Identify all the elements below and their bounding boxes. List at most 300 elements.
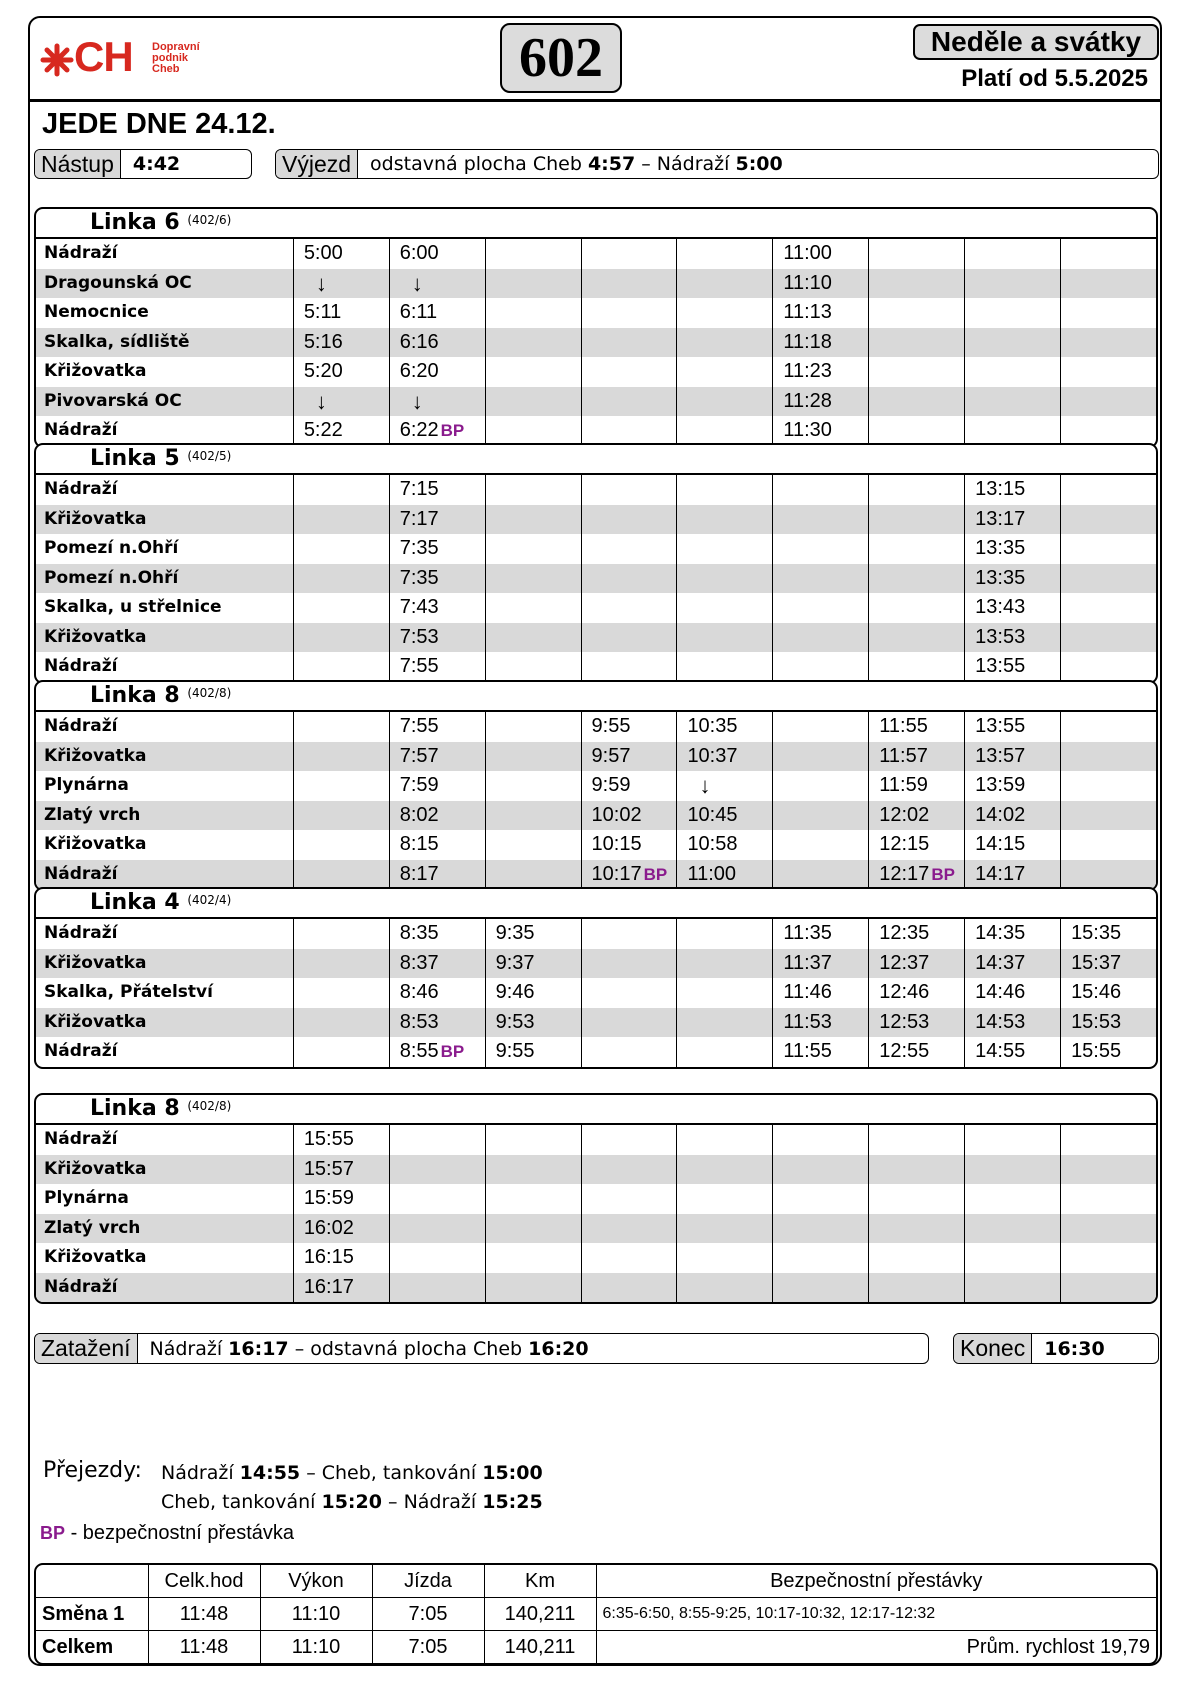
time-cell <box>676 1037 772 1067</box>
time-cell <box>581 298 677 328</box>
table-row <box>36 1155 1156 1185</box>
time-cell <box>485 239 581 269</box>
time-cell <box>772 564 868 594</box>
stop-name: Plynárna <box>44 1188 129 1208</box>
time-cell <box>1060 1243 1156 1273</box>
time-cell: 15:55 <box>293 1125 389 1155</box>
time-cell: 9:53 <box>485 1008 581 1038</box>
table-row <box>36 1214 1156 1244</box>
table-row <box>36 949 1156 979</box>
time-cell: 5:16 <box>293 328 389 358</box>
table-row <box>36 534 1156 564</box>
time-cell <box>964 357 1060 387</box>
time-cell: 11:18 <box>772 328 868 358</box>
time-cell <box>1060 623 1156 653</box>
time-cell: 14:53 <box>964 1008 1060 1038</box>
konec-box <box>953 1333 1159 1364</box>
time-cell <box>676 416 772 446</box>
table-row <box>36 978 1156 1008</box>
logo-subtitle: Dopravní podnik Cheb <box>152 41 200 75</box>
time-cell: 11:57 <box>868 742 964 772</box>
time-cell: 14:35 <box>964 919 1060 949</box>
time-cell <box>868 1155 964 1185</box>
time-cell: 12:46 <box>868 978 964 1008</box>
time-cell: 8:53 <box>389 1008 485 1038</box>
bp-marker: BP <box>440 1042 465 1061</box>
table-row <box>36 239 1156 269</box>
time-cell <box>868 593 964 623</box>
line-code: (402/4) <box>187 893 232 907</box>
time-cell <box>1060 239 1156 269</box>
line-block <box>34 443 1158 684</box>
time-cell <box>485 860 581 890</box>
time-cell <box>485 1273 581 1303</box>
time-cell: 6:22 BP <box>389 416 485 446</box>
table-row <box>36 564 1156 594</box>
nastup-label: Nástup <box>35 150 121 178</box>
table-row <box>36 742 1156 772</box>
vyjezd-box <box>275 149 1159 179</box>
line-name: Linka 5 $^{(402/5)}$ <box>90 446 232 471</box>
time-cell: 12:15 <box>868 830 964 860</box>
time-cell <box>868 239 964 269</box>
time-cell: 10:37 <box>676 742 772 772</box>
time-cell <box>581 1273 677 1303</box>
time-cell: 7:43 <box>389 593 485 623</box>
zatazeni-route: Nádraží 16:17 – odstavná plocha Cheb 16:20 <box>149 1337 589 1360</box>
time-cell <box>485 801 581 831</box>
table-row <box>36 1037 1156 1067</box>
time-cell: 7:17 <box>389 505 485 535</box>
time-cell: 6:16 <box>389 328 485 358</box>
time-cell <box>389 1184 485 1214</box>
day-type-badge: Neděle a svátky <box>913 24 1159 60</box>
time-cell: 14:17 <box>964 860 1060 890</box>
bp-marker: BP <box>440 421 465 440</box>
time-cell: 15:57 <box>293 1155 389 1185</box>
time-cell <box>868 1214 964 1244</box>
stop-name: Nádraží <box>44 1041 118 1061</box>
table-row <box>36 1243 1156 1273</box>
stop-name: Nemocnice <box>44 302 149 322</box>
time-cell <box>676 1243 772 1273</box>
time-cell <box>676 505 772 535</box>
time-cell: 10:15 <box>581 830 677 860</box>
time-cell: 10:17 BP <box>581 860 677 890</box>
logo-brand: CH <box>74 33 133 80</box>
stop-name: Skalka, u střelnice <box>44 597 222 617</box>
stop-name: Nádraží <box>44 479 118 499</box>
time-cell <box>485 328 581 358</box>
time-cell: 5:00 <box>293 239 389 269</box>
line-name: Linka 8 $^{(402/8)}$ <box>90 683 232 708</box>
time-cell <box>581 475 677 505</box>
time-cell <box>676 1273 772 1303</box>
stop-name: Nádraží <box>44 863 118 884</box>
time-cell <box>772 1184 868 1214</box>
summary-table <box>34 1563 1158 1665</box>
time-cell <box>772 475 868 505</box>
summary-header-row: Celk.hod Výkon Jízda Km Bezpečnostní přestávky <box>36 1565 1156 1598</box>
time-cell <box>485 269 581 299</box>
time-cell <box>581 949 677 979</box>
time-cell: 7:15 <box>389 475 485 505</box>
table-row <box>36 387 1156 417</box>
prejezdy-label: Přejezdy: <box>43 1458 142 1483</box>
time-cell: 15:53 <box>1060 1008 1156 1038</box>
time-cell <box>1060 298 1156 328</box>
time-cell <box>676 564 772 594</box>
time-cell <box>485 652 581 682</box>
time-cell <box>676 357 772 387</box>
table-row <box>36 357 1156 387</box>
time-cell: 7:35 <box>389 564 485 594</box>
vyjezd-label: Výjezd <box>276 150 358 178</box>
time-cell <box>293 652 389 682</box>
time-cell: 12:37 <box>868 949 964 979</box>
table-row <box>36 416 1156 446</box>
line-name: Linka 8 $^{(402/8)}$ <box>90 1096 232 1121</box>
time-cell <box>676 298 772 328</box>
table-row <box>36 623 1156 653</box>
time-cell <box>581 652 677 682</box>
time-cell <box>772 1243 868 1273</box>
time-cell <box>1060 328 1156 358</box>
time-cell: 11:53 <box>772 1008 868 1038</box>
time-cell: 5:22 <box>293 416 389 446</box>
table-row <box>36 269 1156 299</box>
time-cell <box>868 357 964 387</box>
time-cell <box>485 564 581 594</box>
time-cell: 11:13 <box>772 298 868 328</box>
time-cell: 9:55 <box>581 712 677 742</box>
stop-name: Dragounská OC <box>44 272 192 293</box>
time-cell <box>581 1214 677 1244</box>
time-cell <box>964 1155 1060 1185</box>
line-code: (402/6) <box>187 213 232 227</box>
time-cell: 10:02 <box>581 801 677 831</box>
stop-name: Křižovatka <box>44 1247 147 1267</box>
table-row <box>36 298 1156 328</box>
time-cell: 13:17 <box>964 505 1060 535</box>
time-cell <box>485 298 581 328</box>
time-cell: 13:59 <box>964 771 1060 801</box>
time-cell: 14:55 <box>964 1037 1060 1067</box>
time-cell <box>676 652 772 682</box>
time-cell <box>293 623 389 653</box>
time-cell <box>676 593 772 623</box>
pass-through-arrow: ↓ <box>389 269 485 299</box>
time-cell <box>581 1125 677 1155</box>
time-cell: 9:57 <box>581 742 677 772</box>
time-cell <box>581 593 677 623</box>
time-cell <box>772 1155 868 1185</box>
stop-name: Zlatý vrch <box>44 1217 141 1238</box>
time-cell: 10:45 <box>676 801 772 831</box>
time-cell <box>868 564 964 594</box>
bp-marker: BP <box>931 864 955 884</box>
time-cell <box>676 623 772 653</box>
time-cell: 9:35 <box>485 919 581 949</box>
time-cell: 8:55 BP <box>389 1037 485 1067</box>
stop-name: Pivovarská OC <box>44 390 182 411</box>
time-cell <box>964 1214 1060 1244</box>
time-cell <box>293 1037 389 1067</box>
time-cell <box>868 328 964 358</box>
time-cell: 13:35 <box>964 564 1060 594</box>
time-cell: 16:17 <box>293 1273 389 1303</box>
time-cell <box>676 1184 772 1214</box>
time-cell <box>581 1008 677 1038</box>
time-cell <box>1060 505 1156 535</box>
line-block <box>34 1093 1158 1304</box>
time-cell <box>485 771 581 801</box>
time-cell: 13:55 <box>964 652 1060 682</box>
time-cell <box>868 1125 964 1155</box>
time-cell <box>485 534 581 564</box>
time-cell <box>676 1155 772 1185</box>
time-cell <box>676 387 772 417</box>
table-row <box>36 475 1156 505</box>
time-cell: 7:57 <box>389 742 485 772</box>
time-cell: 11:00 <box>676 860 772 890</box>
table-row <box>36 593 1156 623</box>
pass-through-arrow: ↓ <box>293 387 389 417</box>
time-cell: 15:37 <box>1060 949 1156 979</box>
time-cell: 8:02 <box>389 801 485 831</box>
time-cell <box>1060 830 1156 860</box>
time-cell <box>772 830 868 860</box>
time-cell <box>1060 475 1156 505</box>
time-cell <box>293 830 389 860</box>
time-cell <box>1060 1214 1156 1244</box>
time-cell <box>772 771 868 801</box>
stop-name: Nádraží <box>44 716 118 736</box>
stop-name: Křižovatka <box>44 508 147 529</box>
line-block <box>34 207 1158 448</box>
table-row <box>36 860 1156 890</box>
time-cell <box>293 978 389 1008</box>
time-cell <box>485 1125 581 1155</box>
time-cell: 15:55 <box>1060 1037 1156 1067</box>
konec-time: 16:30 <box>1044 1337 1105 1360</box>
table-row <box>36 771 1156 801</box>
time-cell <box>581 919 677 949</box>
time-cell <box>868 652 964 682</box>
time-cell <box>772 860 868 890</box>
zatazeni-box <box>34 1333 929 1364</box>
time-cell <box>964 1125 1060 1155</box>
line-header <box>36 1095 1156 1125</box>
time-cell: 8:37 <box>389 949 485 979</box>
time-cell <box>1060 416 1156 446</box>
time-cell: 11:55 <box>868 712 964 742</box>
time-cell <box>293 475 389 505</box>
stop-name: Křižovatka <box>44 626 147 647</box>
time-cell <box>964 1243 1060 1273</box>
time-cell: 7:59 <box>389 771 485 801</box>
time-cell <box>485 830 581 860</box>
time-cell <box>676 534 772 564</box>
time-cell: 5:11 <box>293 298 389 328</box>
prejezd-row-1: Nádraží 14:55 – Cheb, tankování 15:00 <box>161 1462 543 1484</box>
nastup-box <box>34 149 252 179</box>
time-cell: 8:35 <box>389 919 485 949</box>
time-cell: 8:46 <box>389 978 485 1008</box>
time-cell <box>389 1125 485 1155</box>
time-cell <box>1060 771 1156 801</box>
vyjezd-route: odstavná plocha Cheb 4:57 – Nádraží 5:00 <box>370 153 783 175</box>
time-cell <box>293 564 389 594</box>
time-cell <box>1060 742 1156 772</box>
runs-on-title: JEDE DNE 24.12. <box>42 108 276 140</box>
time-cell <box>1060 387 1156 417</box>
table-row <box>36 712 1156 742</box>
time-cell <box>293 593 389 623</box>
time-cell <box>485 1214 581 1244</box>
stop-name: Zlatý vrch <box>44 804 141 825</box>
time-cell <box>964 387 1060 417</box>
time-cell <box>581 328 677 358</box>
bp-legend: BP - bezpečnostní přestávka <box>40 1522 295 1544</box>
line-header <box>36 889 1156 919</box>
time-cell <box>868 416 964 446</box>
line-code: (402/8) <box>187 686 232 700</box>
time-cell: 12:35 <box>868 919 964 949</box>
table-row <box>36 1125 1156 1155</box>
time-cell: 13:57 <box>964 742 1060 772</box>
table-row <box>36 1008 1156 1038</box>
time-cell <box>581 1184 677 1214</box>
time-cell: 11:28 <box>772 387 868 417</box>
time-cell <box>581 357 677 387</box>
time-cell: 7:55 <box>389 652 485 682</box>
time-cell <box>1060 534 1156 564</box>
time-cell: 15:46 <box>1060 978 1156 1008</box>
time-cell <box>293 949 389 979</box>
time-cell: 11:10 <box>772 269 868 299</box>
zatazeni-label: Zatažení <box>35 1334 138 1363</box>
time-cell <box>964 1184 1060 1214</box>
time-cell <box>868 269 964 299</box>
time-cell <box>485 505 581 535</box>
time-cell <box>868 387 964 417</box>
time-cell: 10:35 <box>676 712 772 742</box>
time-cell: 11:55 <box>772 1037 868 1067</box>
time-cell <box>868 1243 964 1273</box>
stop-name: Nádraží <box>44 656 118 676</box>
time-cell: 14:02 <box>964 801 1060 831</box>
time-cell: 13:35 <box>964 534 1060 564</box>
time-cell: 6:00 <box>389 239 485 269</box>
time-cell <box>293 742 389 772</box>
time-cell <box>1060 712 1156 742</box>
time-cell: 16:15 <box>293 1243 389 1273</box>
bp-marker: BP <box>643 864 668 884</box>
time-cell <box>293 919 389 949</box>
time-cell <box>581 1243 677 1273</box>
time-cell <box>676 475 772 505</box>
time-cell: 13:53 <box>964 623 1060 653</box>
stop-name: Křižovatka <box>44 745 147 766</box>
line-block <box>34 887 1158 1069</box>
time-cell <box>581 387 677 417</box>
time-cell <box>581 534 677 564</box>
time-cell <box>868 1184 964 1214</box>
time-cell <box>1060 1184 1156 1214</box>
time-cell <box>485 593 581 623</box>
time-cell: 11:37 <box>772 949 868 979</box>
time-cell: 6:11 <box>389 298 485 328</box>
time-cell: 11:23 <box>772 357 868 387</box>
table-row <box>36 830 1156 860</box>
time-cell <box>1060 1125 1156 1155</box>
stop-name: Křižovatka <box>44 952 147 973</box>
nastup-time: 4:42 <box>132 153 181 175</box>
time-cell <box>581 416 677 446</box>
time-cell: 14:37 <box>964 949 1060 979</box>
time-cell: 8:15 <box>389 830 485 860</box>
stop-name: Křižovatka <box>44 1158 147 1179</box>
line-name: Linka 4 $^{(402/4)}$ <box>90 890 232 915</box>
summary-shift-row: Směna 1 11:48 11:10 7:05 140,211 6:35-6:50, 8:55-9:25, 10:17-10:32, 12:17-12:32 <box>36 1598 1156 1631</box>
time-cell <box>1060 593 1156 623</box>
time-cell <box>868 298 964 328</box>
time-cell <box>964 416 1060 446</box>
time-cell <box>868 534 964 564</box>
time-cell <box>1060 1273 1156 1303</box>
stop-name: Nádraží <box>44 923 118 943</box>
time-cell <box>389 1155 485 1185</box>
time-cell <box>1060 801 1156 831</box>
time-cell <box>485 475 581 505</box>
time-cell: 11:30 <box>772 416 868 446</box>
time-cell <box>964 328 1060 358</box>
line-name: Linka 6 $^{(402/6)}$ <box>90 210 232 235</box>
time-cell <box>293 505 389 535</box>
stop-name: Plynárna <box>44 775 129 795</box>
time-cell <box>581 505 677 535</box>
time-cell: 12:53 <box>868 1008 964 1038</box>
valid-from: Platí od 5.5.2025 <box>961 65 1148 92</box>
summary-total-row: Celkem 11:48 11:10 7:05 140,211 Prům. rychlost 19,79 <box>36 1631 1156 1664</box>
time-cell: 7:35 <box>389 534 485 564</box>
time-cell: 13:43 <box>964 593 1060 623</box>
time-cell <box>772 623 868 653</box>
stop-name: Pomezí n.Ohří <box>44 567 179 588</box>
time-cell: 14:46 <box>964 978 1060 1008</box>
time-cell <box>293 801 389 831</box>
time-cell <box>676 328 772 358</box>
time-cell <box>772 505 868 535</box>
time-cell <box>1060 860 1156 890</box>
time-cell <box>772 1273 868 1303</box>
time-cell <box>772 593 868 623</box>
time-cell: 9:46 <box>485 978 581 1008</box>
time-cell <box>676 949 772 979</box>
time-cell <box>389 1273 485 1303</box>
line-header <box>36 445 1156 475</box>
time-cell: 12:17 BP <box>868 860 964 890</box>
time-cell: 13:15 <box>964 475 1060 505</box>
logo-star-icon <box>40 43 74 77</box>
time-cell <box>772 801 868 831</box>
line-code: (402/5) <box>187 449 232 463</box>
time-cell <box>485 387 581 417</box>
stop-name: Křižovatka <box>44 1011 147 1032</box>
stop-name: Skalka, Přátelství <box>44 982 213 1002</box>
time-cell: 14:15 <box>964 830 1060 860</box>
